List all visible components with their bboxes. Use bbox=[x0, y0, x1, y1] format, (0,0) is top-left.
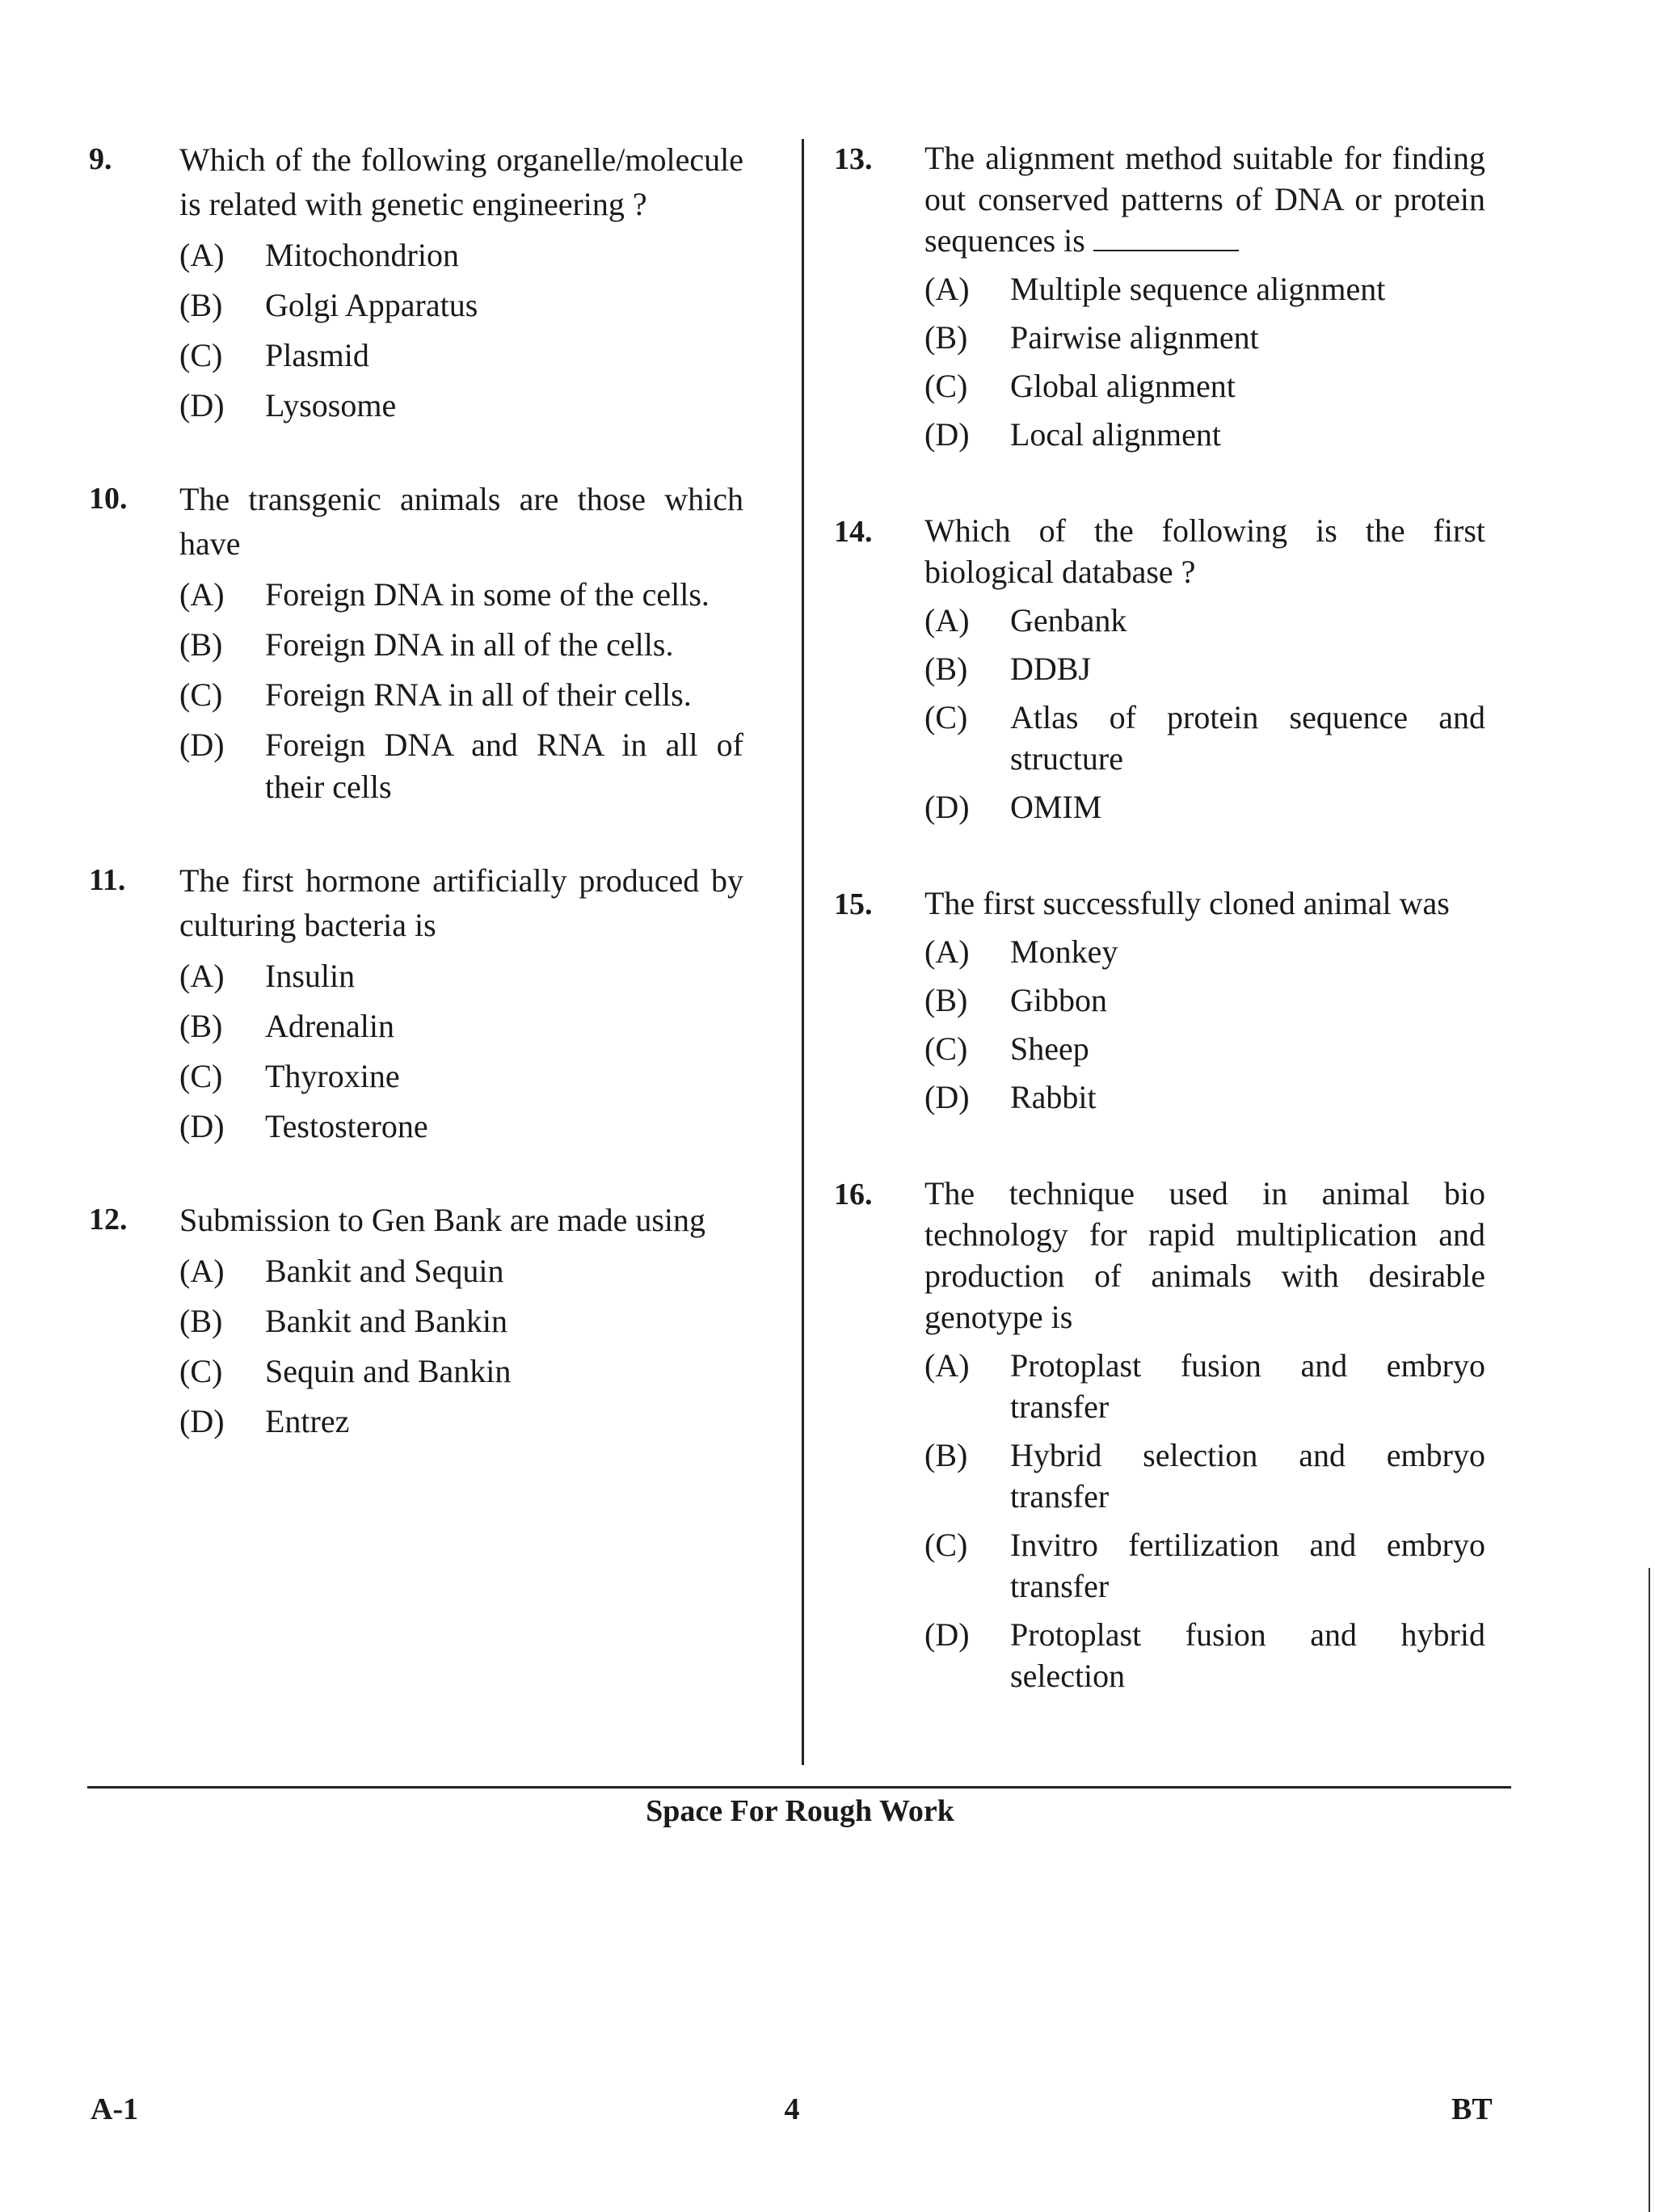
question-10 bbox=[89, 477, 743, 808]
option-text: Foreign DNA in some of the cells. bbox=[265, 576, 710, 613]
question-number: 11. bbox=[89, 863, 126, 897]
option-text: Testosterone bbox=[265, 1108, 428, 1144]
option-text: Golgi Apparatus bbox=[265, 287, 478, 323]
option-d bbox=[924, 786, 1485, 828]
option-label: (B) bbox=[179, 287, 223, 323]
question-text-wrap bbox=[924, 137, 1485, 261]
question-number: 13. bbox=[834, 142, 873, 176]
left-column bbox=[89, 137, 743, 1493]
option-label: (D) bbox=[924, 1616, 970, 1653]
question-number: 15. bbox=[834, 887, 873, 921]
option-c bbox=[924, 697, 1485, 779]
option-c bbox=[179, 335, 743, 377]
option-label: (D) bbox=[179, 1403, 225, 1439]
rough-work-label: Space For Rough Work bbox=[646, 1794, 954, 1828]
option-a bbox=[924, 931, 1485, 972]
option-text: Gibbon bbox=[1010, 982, 1107, 1018]
option-c bbox=[924, 365, 1485, 407]
question-text: The first successfully cloned animal was bbox=[924, 885, 1450, 921]
option-text: Hybrid selection and embryo transfer bbox=[1010, 1437, 1485, 1515]
question-text: The transgenic animals are those which have bbox=[179, 481, 743, 562]
option-text: Foreign DNA in all of the cells. bbox=[265, 626, 674, 663]
option-b bbox=[924, 980, 1485, 1021]
right-column bbox=[834, 137, 1485, 1751]
option-d bbox=[179, 385, 743, 427]
option-text: Foreign RNA in all of their cells. bbox=[265, 676, 692, 713]
option-label: (D) bbox=[179, 727, 225, 763]
question-9 bbox=[89, 137, 743, 427]
option-text: Atlas of protein sequence and structure bbox=[1010, 699, 1485, 777]
option-text: Genbank bbox=[1010, 602, 1127, 638]
option-a bbox=[924, 1345, 1485, 1427]
question-text: Submission to Gen Bank are made using bbox=[179, 1202, 706, 1238]
question-number: 10. bbox=[89, 482, 128, 516]
question-number: 9. bbox=[89, 142, 112, 176]
option-label: (C) bbox=[179, 1058, 223, 1094]
option-b bbox=[924, 648, 1485, 689]
option-text: Sheep bbox=[1010, 1030, 1089, 1067]
option-label: (B) bbox=[179, 1008, 223, 1044]
question-14 bbox=[834, 510, 1485, 828]
option-d bbox=[924, 1077, 1485, 1118]
question-16 bbox=[834, 1173, 1485, 1696]
option-a bbox=[924, 600, 1485, 641]
question-text: The alignment method suitable for finding out conserved patterns of DNA or protein sequences is bbox=[924, 140, 1485, 259]
horizontal-rule bbox=[87, 1786, 1511, 1789]
option-label: (A) bbox=[179, 237, 225, 273]
option-d bbox=[924, 414, 1485, 455]
option-c bbox=[179, 1055, 743, 1098]
option-d bbox=[179, 1106, 743, 1148]
option-text: Sequin and Bankin bbox=[265, 1353, 512, 1389]
option-b bbox=[924, 1435, 1485, 1517]
option-label: (B) bbox=[179, 626, 223, 663]
option-text: Thyroxine bbox=[265, 1058, 400, 1094]
scan-edge-line bbox=[1649, 1568, 1650, 2212]
option-text: Bankit and Bankin bbox=[265, 1303, 507, 1339]
question-text: Which of the following organelle/molecule is related with genetic engineering ? bbox=[179, 141, 743, 222]
option-text: OMIM bbox=[1010, 789, 1102, 825]
option-label: (D) bbox=[179, 1108, 225, 1144]
question-11 bbox=[89, 858, 743, 1148]
option-label: (B) bbox=[924, 982, 968, 1018]
option-a bbox=[179, 1250, 743, 1292]
option-label: (C) bbox=[179, 337, 223, 373]
option-c bbox=[924, 1524, 1485, 1607]
option-text: Adrenalin bbox=[265, 1008, 394, 1044]
question-text: The first hormone artificially produced by culturing bacteria is bbox=[179, 862, 743, 943]
option-label: (A) bbox=[924, 1347, 970, 1384]
option-label: (D) bbox=[924, 416, 970, 453]
question-12 bbox=[89, 1198, 743, 1443]
option-label: (A) bbox=[179, 958, 225, 994]
option-d bbox=[924, 1614, 1485, 1696]
option-text: Invitro fertilization and embryo transfer bbox=[1010, 1527, 1485, 1604]
option-label: (B) bbox=[924, 319, 968, 356]
option-b bbox=[179, 624, 743, 666]
option-label: (C) bbox=[179, 1353, 223, 1389]
option-text: Insulin bbox=[265, 958, 356, 994]
question-number: 14. bbox=[834, 515, 873, 549]
option-b bbox=[179, 1005, 743, 1047]
option-label: (C) bbox=[924, 1030, 968, 1067]
question-text: Which of the following is the first biological database ? bbox=[924, 512, 1485, 590]
option-text: Global alignment bbox=[1010, 368, 1236, 404]
option-text: Plasmid bbox=[265, 337, 369, 373]
option-b bbox=[924, 317, 1485, 358]
option-text: Rabbit bbox=[1010, 1079, 1097, 1115]
option-a bbox=[179, 234, 743, 276]
option-text: Bankit and Sequin bbox=[265, 1253, 504, 1289]
question-text: The technique used in animal bio technology for rapid multiplication and production of animals with desirable genotype is bbox=[924, 1175, 1485, 1335]
option-text: Protoplast fusion and hybrid selection bbox=[1010, 1616, 1485, 1694]
option-text: Protoplast fusion and embryo transfer bbox=[1010, 1347, 1485, 1425]
option-c bbox=[179, 674, 743, 716]
option-label: (C) bbox=[924, 368, 968, 404]
option-label: (C) bbox=[924, 699, 968, 735]
question-15 bbox=[834, 883, 1485, 1118]
option-text: Monkey bbox=[1010, 933, 1118, 970]
option-b bbox=[179, 1300, 743, 1342]
option-text: Multiple sequence alignment bbox=[1010, 271, 1386, 307]
option-text: Pairwise alignment bbox=[1010, 319, 1259, 356]
option-d bbox=[179, 1401, 743, 1443]
option-c bbox=[924, 1028, 1485, 1069]
option-label: (B) bbox=[924, 651, 968, 687]
question-13 bbox=[834, 137, 1485, 455]
footer-subject-code: BT bbox=[1451, 2092, 1493, 2126]
option-text: Entrez bbox=[265, 1403, 350, 1439]
option-label: (B) bbox=[179, 1303, 223, 1339]
option-text: Foreign DNA and RNA in all of their cells bbox=[265, 727, 743, 805]
option-a bbox=[924, 268, 1485, 310]
option-label: (A) bbox=[924, 271, 970, 307]
option-label: (D) bbox=[924, 1079, 970, 1115]
option-label: (A) bbox=[179, 1253, 225, 1289]
option-c bbox=[179, 1350, 743, 1393]
option-text: Local alignment bbox=[1010, 416, 1222, 453]
question-number: 12. bbox=[89, 1203, 128, 1237]
option-label: (A) bbox=[924, 602, 970, 638]
option-d bbox=[179, 724, 743, 808]
option-a bbox=[179, 955, 743, 997]
column-divider bbox=[802, 139, 804, 1765]
option-label: (A) bbox=[924, 933, 970, 970]
page-number: 4 bbox=[784, 2092, 800, 2126]
option-label: (D) bbox=[179, 387, 225, 423]
option-label: (A) bbox=[179, 576, 225, 613]
option-label: (D) bbox=[924, 789, 970, 825]
answer-blank bbox=[1093, 222, 1239, 251]
option-label: (C) bbox=[179, 676, 223, 713]
option-b bbox=[179, 284, 743, 327]
option-text: Lysosome bbox=[265, 387, 397, 423]
option-text: Mitochondrion bbox=[265, 237, 459, 273]
footer-paper-code: A-1 bbox=[91, 2092, 139, 2126]
option-label: (C) bbox=[924, 1527, 968, 1563]
option-text: DDBJ bbox=[1010, 651, 1092, 687]
option-a bbox=[179, 574, 743, 616]
question-number: 16. bbox=[834, 1178, 873, 1211]
option-label: (B) bbox=[924, 1437, 968, 1473]
